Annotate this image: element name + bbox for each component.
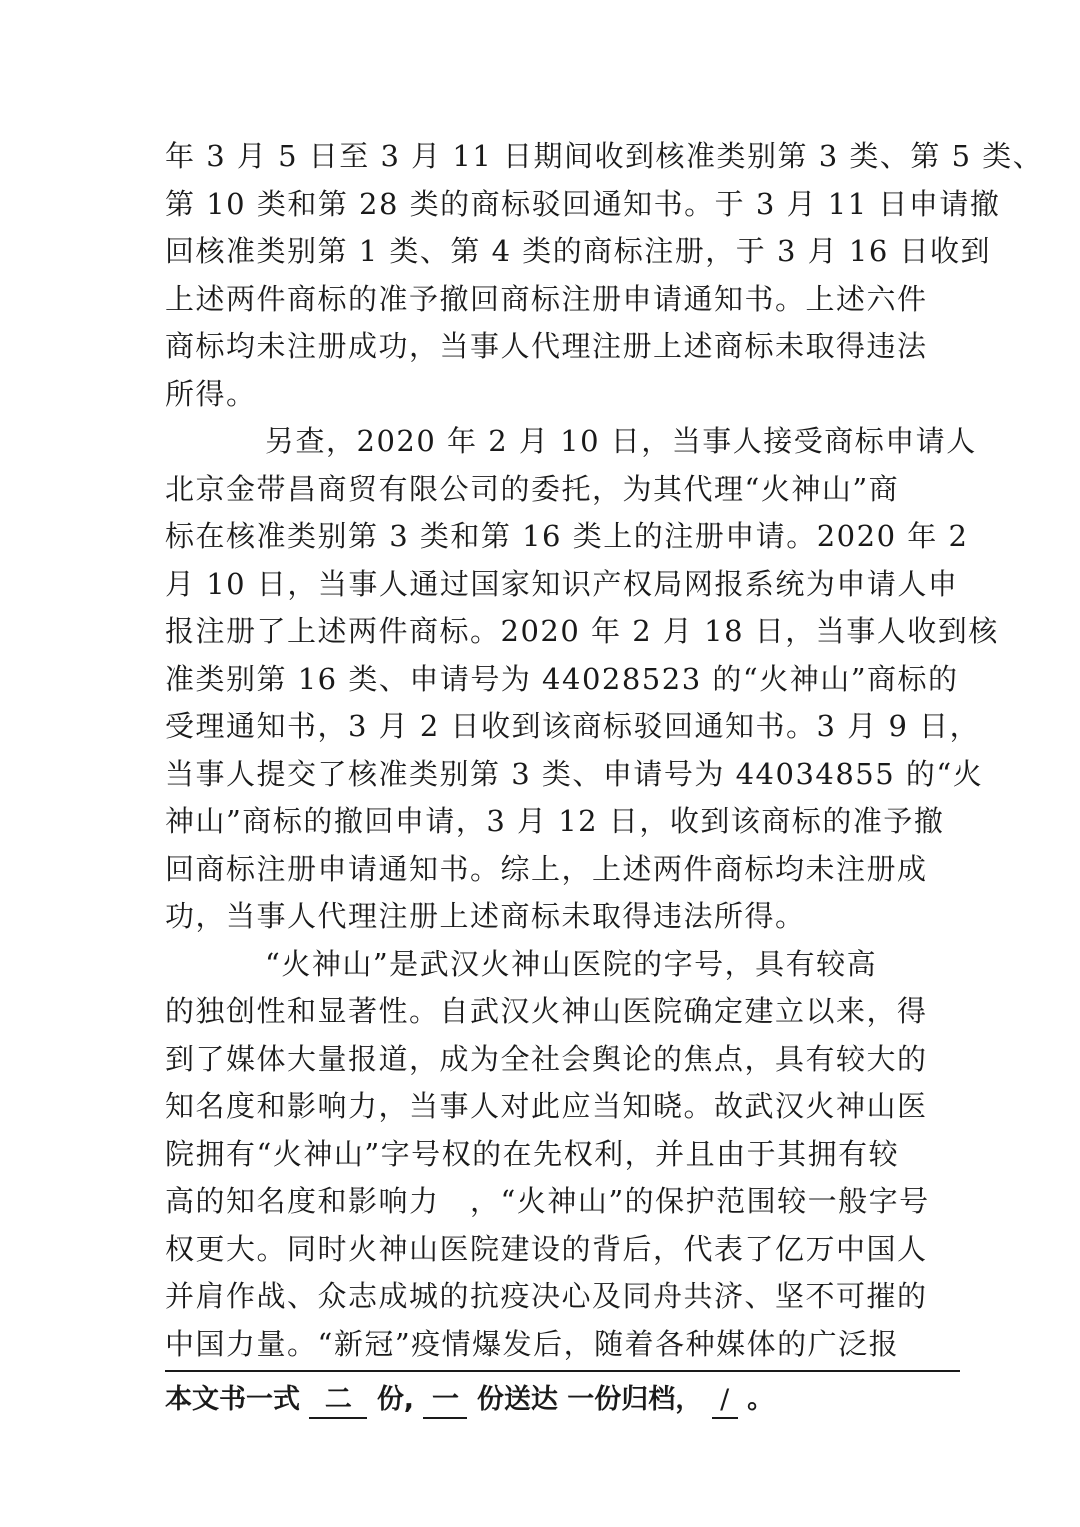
text-line: 的独创性和显著性。自武汉火神山医院确定建立以来，得 <box>165 994 928 1028</box>
text-line: 回核准类别第 1 类、第 4 类的商标注册，于 3 月 16 日收到 <box>165 234 992 268</box>
footer-divider <box>165 1370 960 1372</box>
text-line: 第 10 类和第 28 类的商标驳回通知书。于 3 月 11 日申请撤 <box>165 186 1001 221</box>
text-line: 北京金带昌商贸有限公司的委托，为其代理“火神山”商 <box>165 471 900 506</box>
text-line: 回商标注册申请通知书。综上，上述两件商标均未注册成 <box>165 851 928 886</box>
paragraph-start-line: 另查，2020 年 2 月 10 日，当事人接受商标申请人 <box>265 424 977 458</box>
copies-unit: 份, <box>376 1384 415 1415</box>
text-line: 知名度和影响力，当事人对此应当知晓。故武汉火神山医 <box>165 1089 928 1123</box>
text-line: 神山”商标的撤回申请，3 月 12 日，收到该商标的准予撤 <box>165 804 945 838</box>
footer-prefix: 本文书一式 <box>165 1384 300 1415</box>
sent-text: 份送达 一份归档， <box>476 1384 703 1415</box>
other-blank: / <box>712 1383 738 1419</box>
text-line: 权更大。同时火神山医院建设的背后，代表了亿万中国人 <box>165 1231 928 1266</box>
document-footer <box>165 1378 774 1422</box>
text-line: 所得。 <box>165 376 257 411</box>
text-line: 功，当事人代理注册上述商标未取得违法所得。 <box>165 899 806 933</box>
document-body <box>165 133 1044 1368</box>
footer-end: 。 <box>747 1384 775 1415</box>
text-line: 准类别第 16 类、申请号为 44028523 的“火神山”商标的 <box>165 661 959 696</box>
sent-blank: 一 <box>423 1383 467 1419</box>
text-line: 年 3 月 5 日至 3 月 11 日期间收到核准类别第 3 类、第 5 类、 <box>165 139 1044 173</box>
copies-blank: 二 <box>309 1383 367 1419</box>
text-line: 商标均未注册成功，当事人代理注册上述商标未取得违法 <box>165 329 928 363</box>
text-line: 并肩作战、众志成城的抗疫决心及同舟共济、坚不可摧的 <box>165 1279 928 1313</box>
text-line: 高的知名度和影响力 ，“火神山”的保护范围较一般字号 <box>165 1184 930 1218</box>
text-line: 上述两件商标的准予撤回商标注册申请通知书。上述六件 <box>165 281 928 316</box>
paragraph-start-line: “火神山”是武汉火神山医院的字号，具有较高 <box>265 946 878 981</box>
text-line: 报注册了上述两件商标。2020 年 2 月 18 日，当事人收到核 <box>165 614 999 648</box>
text-line: 院拥有“火神山”字号权的在先权利，并且由于其拥有较 <box>165 1136 900 1171</box>
text-line: 中国力量。“新冠”疫情爆发后，随着各种媒体的广泛报 <box>165 1326 900 1361</box>
text-line: 标在核准类别第 3 类和第 16 类上的注册申请。2020 年 2 <box>165 519 969 553</box>
text-line: 当事人提交了核准类别第 3 类、申请号为 44034855 的“火 <box>165 756 984 791</box>
text-line: 月 10 日，当事人通过国家知识产权局网报系统为申请人申 <box>165 566 959 601</box>
text-line: 到了媒体大量报道，成为全社会舆论的焦点，具有较大的 <box>165 1041 928 1076</box>
text-line: 受理通知书，3 月 2 日收到该商标驳回通知书。3 月 9 日， <box>165 709 981 743</box>
